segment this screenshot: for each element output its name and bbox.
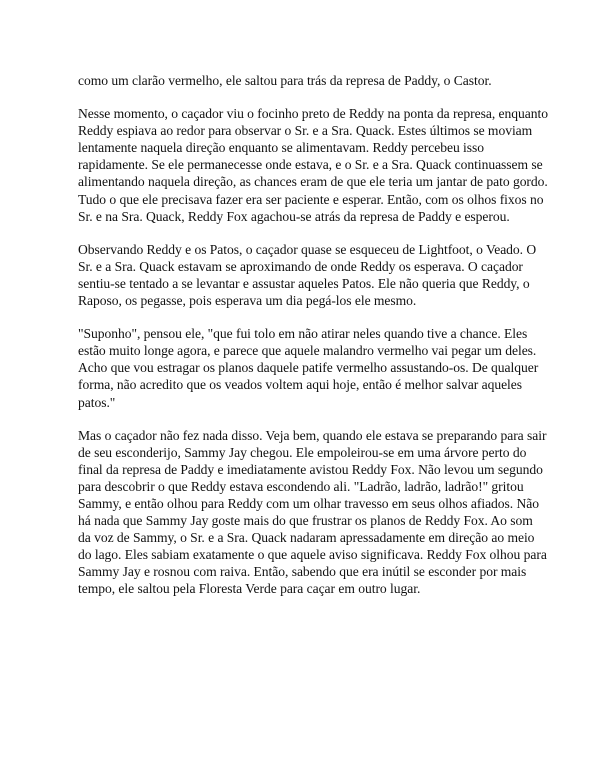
document-page [78, 72, 548, 614]
paragraph-5: Mas o caçador não fez nada disso. Veja bem, quando ele estava se preparando para sair de seu esconderijo, Sammy Jay chegou. Ele empoleirou-se em uma árvore perto do final da represa de Paddy e imediatamente avistou Reddy Fox. Não levou um segundo para descobrir o que Reddy estava escondendo ali. "Ladrão, ladrão, ladrão!" gritou Sammy, e então olhou para Reddy com um olhar travesso em seus olhos afiados. Não há nada que Sammy Jay goste mais do que frustrar os planos de Reddy Fox. Ao som da voz de Sammy, o Sr. e a Sra. Quack nadaram apressadamente em direção ao meio do lago. Eles sabiam exatamente o que aquele aviso significava. Reddy Fox olhou para Sammy Jay e rosnou com raiva. Então, sabendo que era inútil se esconder por mais tempo, ele saltou pela Floresta Verde para caçar em outro lugar. [78, 427, 547, 597]
paragraph-4: "Suponho", pensou ele, "que fui tolo em não atirar neles quando tive a chance. Eles estão muito longe agora, e parece que aquele malandro vermelho vai pegar um deles. Acho que vou estragar os planos daquele patife vermelho assustando-os. De qualquer forma, não acredito que os veados voltem aqui hoje, então é melhor salvar aqueles patos." [78, 326, 539, 410]
paragraph-1: como um clarão vermelho, ele saltou para trás da represa de Paddy, o Castor. [78, 73, 492, 88]
paragraph-3: Observando Reddy e os Patos, o caçador quase se esqueceu de Lightfoot, o Veado. O Sr. e a Sra. Quack estavam se aproximando de onde Reddy os esperava. O caçador sentiu-se tentado a se levantar e assustar aqueles Patos. Ele não queria que Reddy, o Raposo, os pegasse, pois esperava um dia pegá-los ele mesmo. [78, 241, 537, 309]
paragraph-2: Nesse momento, o caçador viu o focinho preto de Reddy na ponta da represa, enquanto Reddy espiava ao redor para observar o Sr. e a Sra. Quack. Estes últimos se moviam lentamente naquela direção enquanto se alimentavam. Reddy percebeu isso rapidamente. Se ele permanecesse onde estava, e o Sr. e a Sra. Quack continuassem se alimentando naquela direção, as chances eram de que ele teria um jantar de pato gordo. Tudo o que ele precisava fazer era ser paciente e esperar. Então, com os olhos fixos no Sr. e na Sra. Quack, Reddy Fox agachou-se atrás da represa de Paddy e esperou. [78, 106, 548, 224]
